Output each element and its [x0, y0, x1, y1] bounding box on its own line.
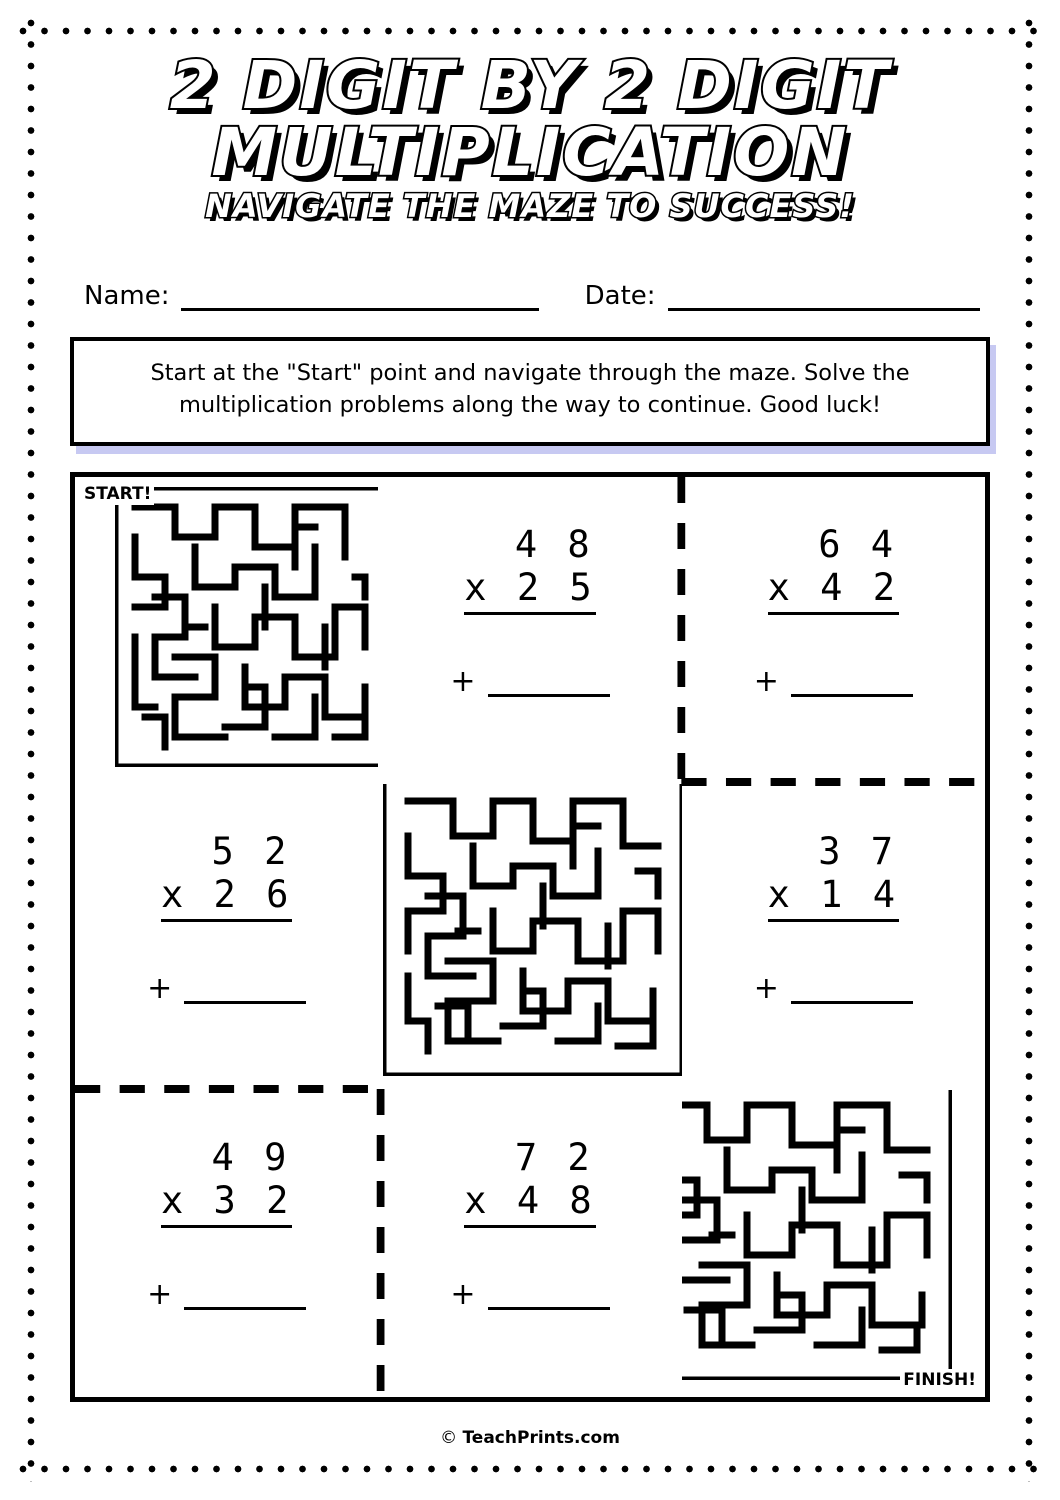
grid-cell-problem-2	[682, 477, 985, 784]
plus-icon: +	[753, 970, 779, 1006]
dotted-border-left	[26, 18, 36, 1482]
problem-6-answer-row	[450, 1277, 609, 1313]
problem-1-multiplicand: 4 8	[514, 522, 594, 566]
footer-brand-name: TeachPrints.com	[462, 1428, 620, 1448]
problem-5-multiplier: x 3 2	[161, 1179, 292, 1228]
maze-art-finish	[682, 1090, 952, 1380]
maze-grid	[70, 472, 990, 1402]
problem-2	[682, 477, 985, 784]
problem-2-answer-input[interactable]	[791, 677, 913, 697]
plus-icon: +	[450, 663, 476, 699]
page-title	[56, 44, 1004, 226]
plus-icon: +	[450, 1277, 476, 1313]
problem-2-answer-row	[753, 663, 913, 699]
footer-credit	[56, 1428, 1004, 1448]
name-label: Name:	[84, 280, 170, 311]
title-line-2: MULTIPLICATION	[211, 113, 849, 191]
grid-cell-problem-1	[378, 477, 681, 784]
problem-4-answer-row	[753, 970, 913, 1006]
start-label: START!	[81, 483, 154, 505]
problem-3-multiplicand: 5 2	[211, 829, 291, 873]
instructions-block	[70, 337, 990, 446]
grid-cell-problem-4	[682, 784, 985, 1091]
problem-3-answer-row	[147, 970, 306, 1006]
problem-5-answer-row	[147, 1277, 306, 1313]
problem-3-answer-input[interactable]	[184, 984, 306, 1004]
problem-1-multiplier: x 2 5	[464, 566, 595, 615]
title-line-1: 2 DIGIT BY 2 DIGIT	[169, 47, 891, 124]
worksheet-page	[56, 44, 1004, 1456]
problem-6-answer-input[interactable]	[488, 1290, 610, 1310]
problem-2-multiplier: x 4 2	[768, 566, 899, 615]
problem-4-multiplicand: 3 7	[818, 829, 898, 873]
problem-5-answer-input[interactable]	[184, 1290, 306, 1310]
problem-1-answer-row	[450, 663, 609, 699]
date-field-group	[585, 281, 980, 311]
problem-6	[378, 1090, 681, 1397]
instructions-text: Start at the "Start" point and navigate through the maze. Solve the multiplication problems along the way to continue. Good luck!	[70, 337, 990, 446]
plus-icon: +	[147, 970, 173, 1006]
problem-4-answer-input[interactable]	[791, 984, 913, 1004]
grid-cell-problem-3	[75, 784, 378, 1091]
problem-1-answer-input[interactable]	[488, 677, 610, 697]
date-input[interactable]	[668, 285, 980, 311]
name-field-group	[84, 281, 539, 311]
plus-icon: +	[147, 1277, 173, 1313]
problem-3-multiplier: x 2 6	[161, 873, 292, 922]
grid-cell-maze-start	[75, 477, 378, 784]
problem-4-multiplier: x 1 4	[768, 873, 899, 922]
finish-label: FINISH!	[900, 1369, 979, 1391]
grid-cell-problem-6	[378, 1090, 681, 1397]
plus-icon: +	[753, 663, 779, 699]
problem-3	[75, 784, 378, 1091]
footer-copyright-symbol: ©	[440, 1428, 458, 1448]
date-label: Date:	[584, 280, 656, 311]
name-date-row	[56, 281, 1004, 311]
problem-5	[75, 1090, 378, 1397]
dotted-border-bottom	[18, 1464, 1042, 1474]
dotted-border-right	[1024, 18, 1034, 1482]
grid-cell-maze-middle	[378, 784, 681, 1091]
problem-4	[682, 784, 985, 1091]
grid-cell-problem-5	[75, 1090, 378, 1397]
problem-5-multiplicand: 4 9	[211, 1136, 291, 1180]
name-input[interactable]	[181, 285, 538, 311]
problem-2-multiplicand: 6 4	[818, 522, 898, 566]
grid-cell-maze-finish	[682, 1090, 985, 1397]
maze-art-middle	[383, 784, 681, 1076]
problem-6-multiplicand: 7 2	[514, 1136, 594, 1180]
maze-art-start	[115, 487, 378, 767]
problem-6-multiplier: x 4 8	[464, 1179, 595, 1228]
problem-1	[378, 477, 681, 784]
dotted-border-top	[18, 26, 1042, 36]
title-subtitle: NAVIGATE THE MAZE TO SUCCESS!	[205, 187, 855, 226]
